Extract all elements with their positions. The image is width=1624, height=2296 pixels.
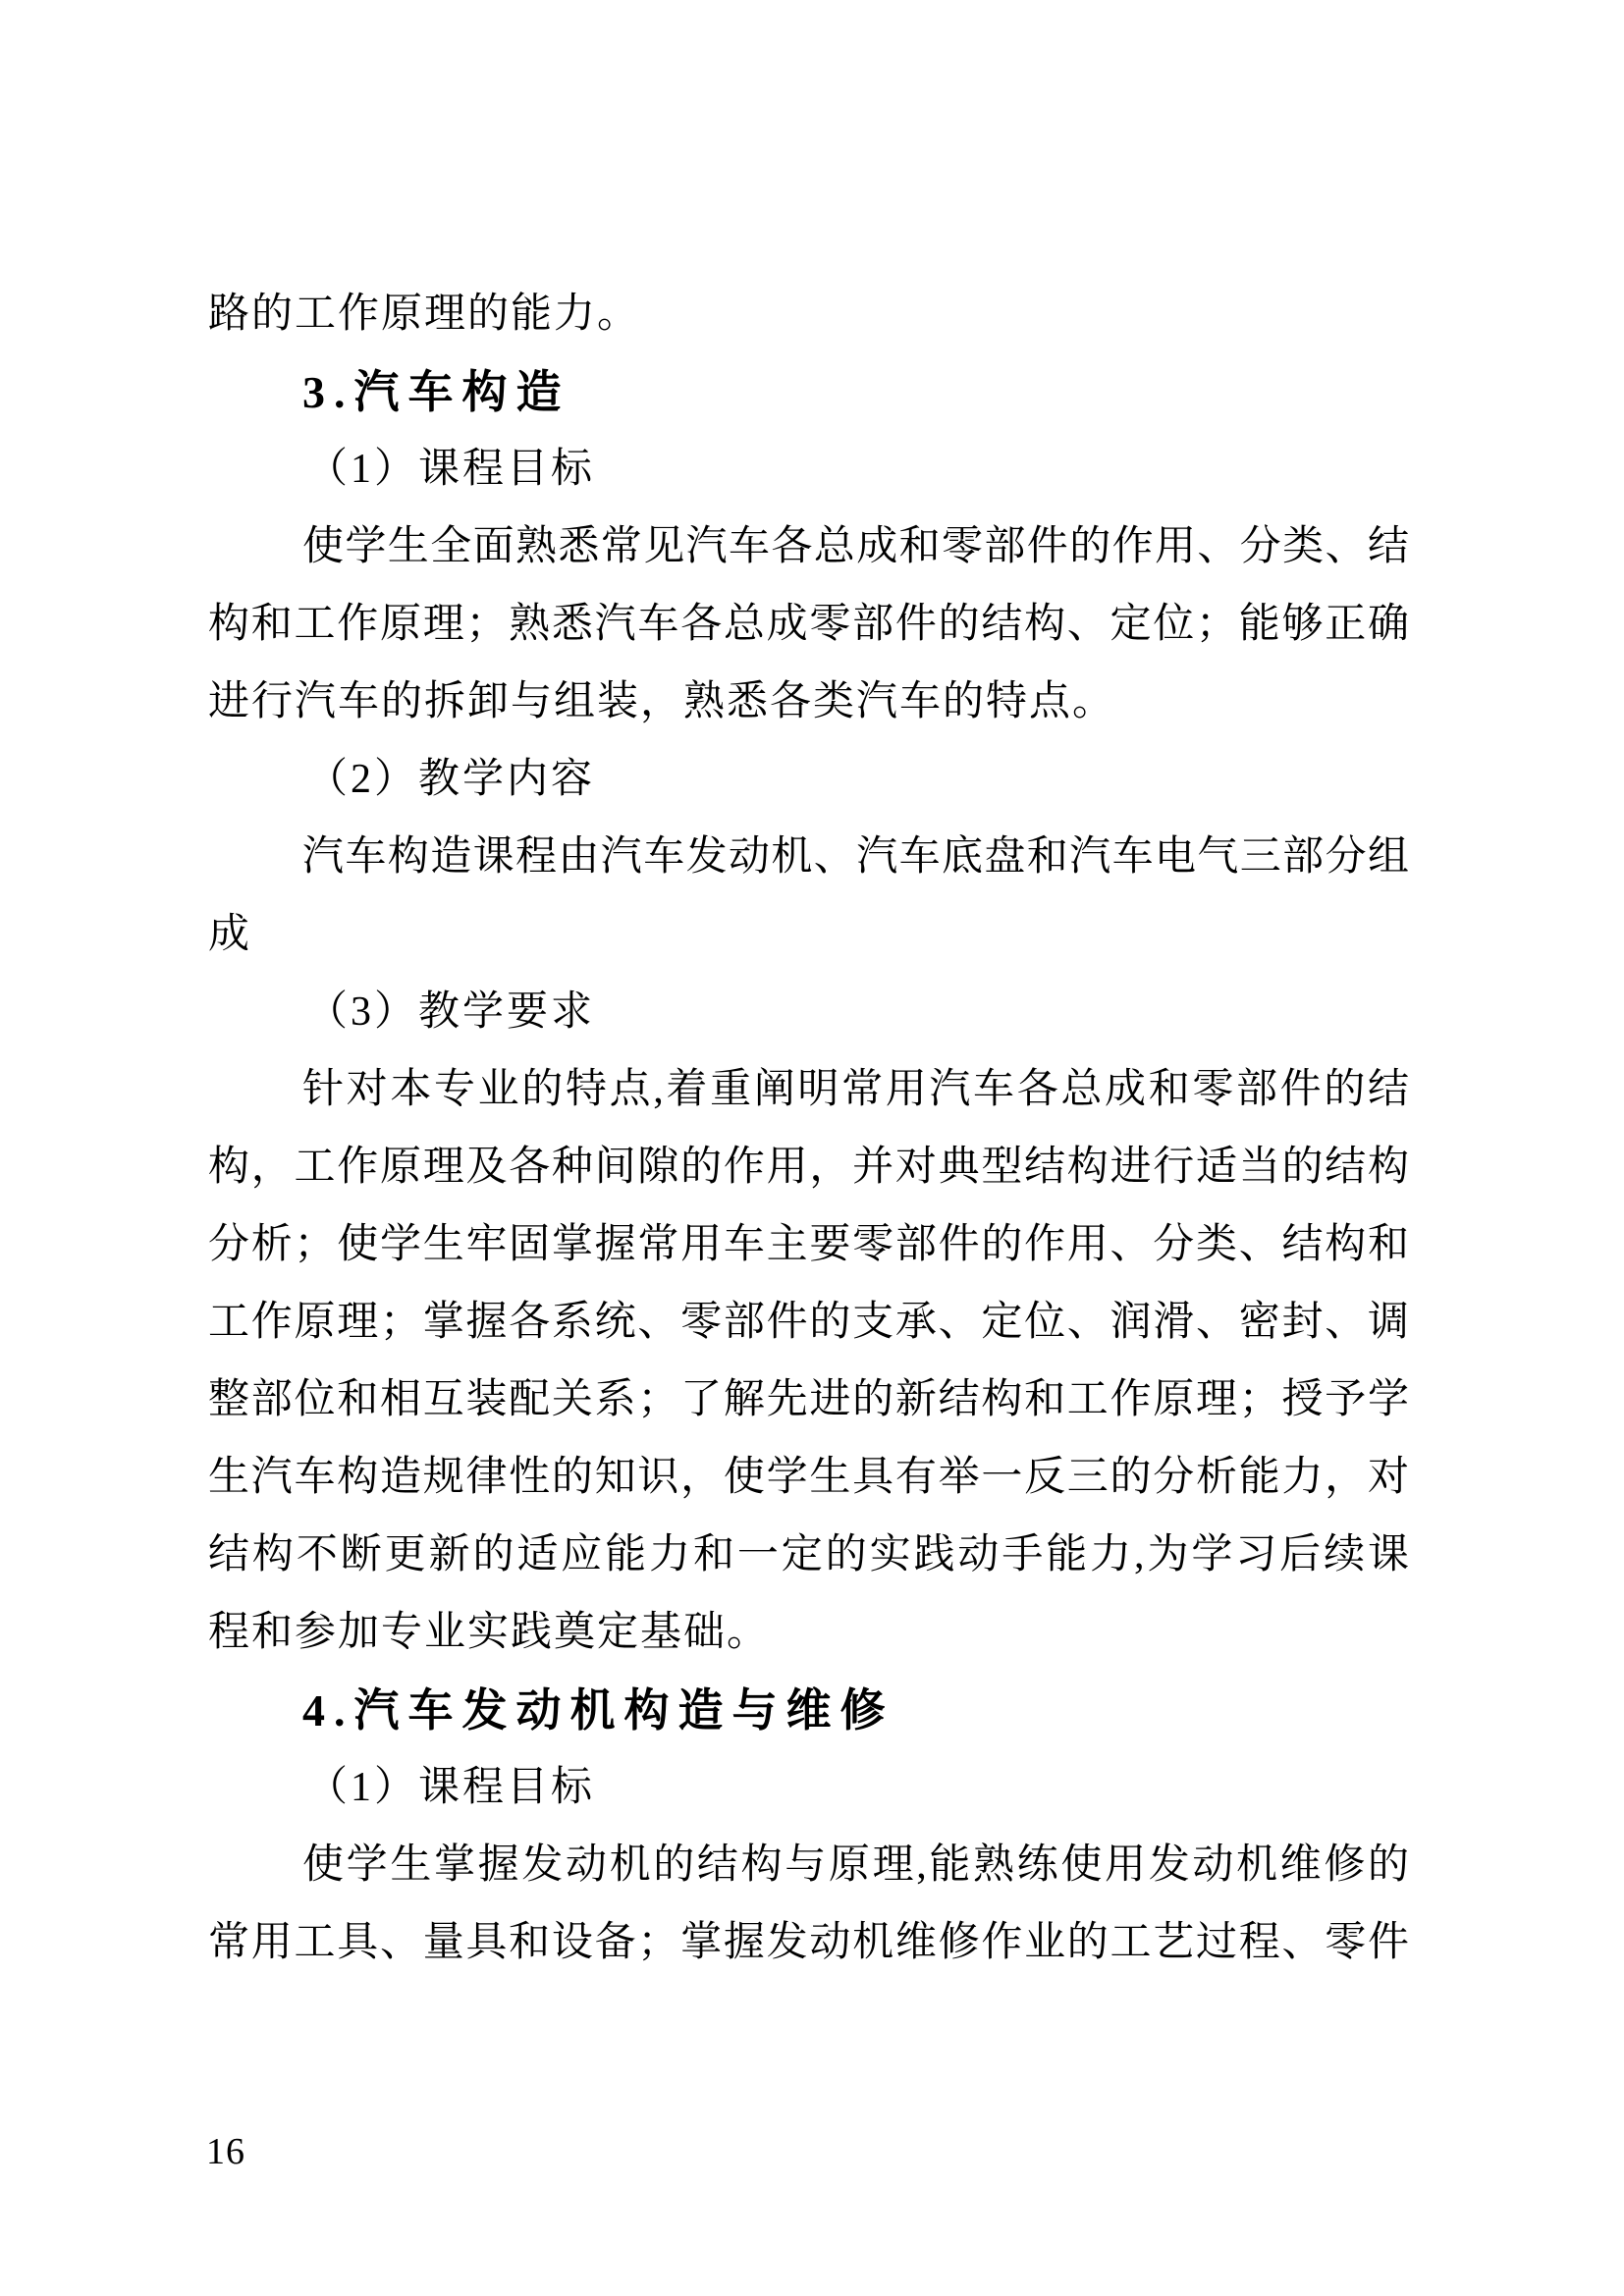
sub-label-2: （2）教学内容	[306, 757, 596, 802]
body-line: 整部位和相互装配关系；了解先进的新结构和工作原理；授予学	[208, 1377, 1409, 1422]
body-line: 构和工作原理；熟悉汽车各总成零部件的结构、定位；能够正确	[208, 602, 1409, 647]
text-column	[208, 276, 1409, 1982]
body-line: 进行汽车的拆卸与组装，熟悉各类汽车的特点。	[208, 679, 1116, 724]
body-line: 使学生全面熟悉常见汽车各总成和零部件的作用、分类、结	[302, 524, 1409, 569]
sub-label-1: （1）课程目标	[306, 447, 596, 492]
body-line: 汽车构造课程由汽车发动机、汽车底盘和汽车电气三部分组	[302, 834, 1409, 880]
body-line: 结构不断更新的适应能力和一定的实践动手能力,为学习后续课	[208, 1532, 1409, 1577]
body-line: 针对本专业的特点,着重阐明常用汽车各总成和零部件的结	[302, 1067, 1409, 1112]
section-heading-4: 4.汽车发动机构造与维修	[302, 1685, 894, 1735]
sub-label-1b: （1）课程目标	[306, 1765, 596, 1810]
body-line: 生汽车构造规律性的知识，使学生具有举一反三的分析能力，对	[208, 1455, 1409, 1500]
body-line: 常用工具、量具和设备；掌握发动机维修作业的工艺过程、零件	[208, 1920, 1409, 1965]
body-line: 程和参加专业实践奠定基础。	[208, 1610, 771, 1655]
body-line: 构，工作原理及各种间隙的作用，并对典型结构进行适当的结构	[208, 1145, 1409, 1190]
section-heading-3: 3.汽车构造	[302, 367, 570, 417]
body-line: 路的工作原理的能力。	[208, 292, 641, 337]
body-line: 分析；使学生牢固掌握常用车主要零部件的作用、分类、结构和	[208, 1222, 1409, 1267]
body-line: 成	[208, 912, 252, 957]
body-line: 工作原理；掌握各系统、零部件的支承、定位、润滑、密封、调	[208, 1300, 1409, 1345]
page-number: 16	[206, 2131, 245, 2172]
body-line: 使学生掌握发动机的结构与原理,能熟练使用发动机维修的	[302, 1842, 1409, 1888]
sub-label-3: （3）教学要求	[306, 989, 596, 1035]
